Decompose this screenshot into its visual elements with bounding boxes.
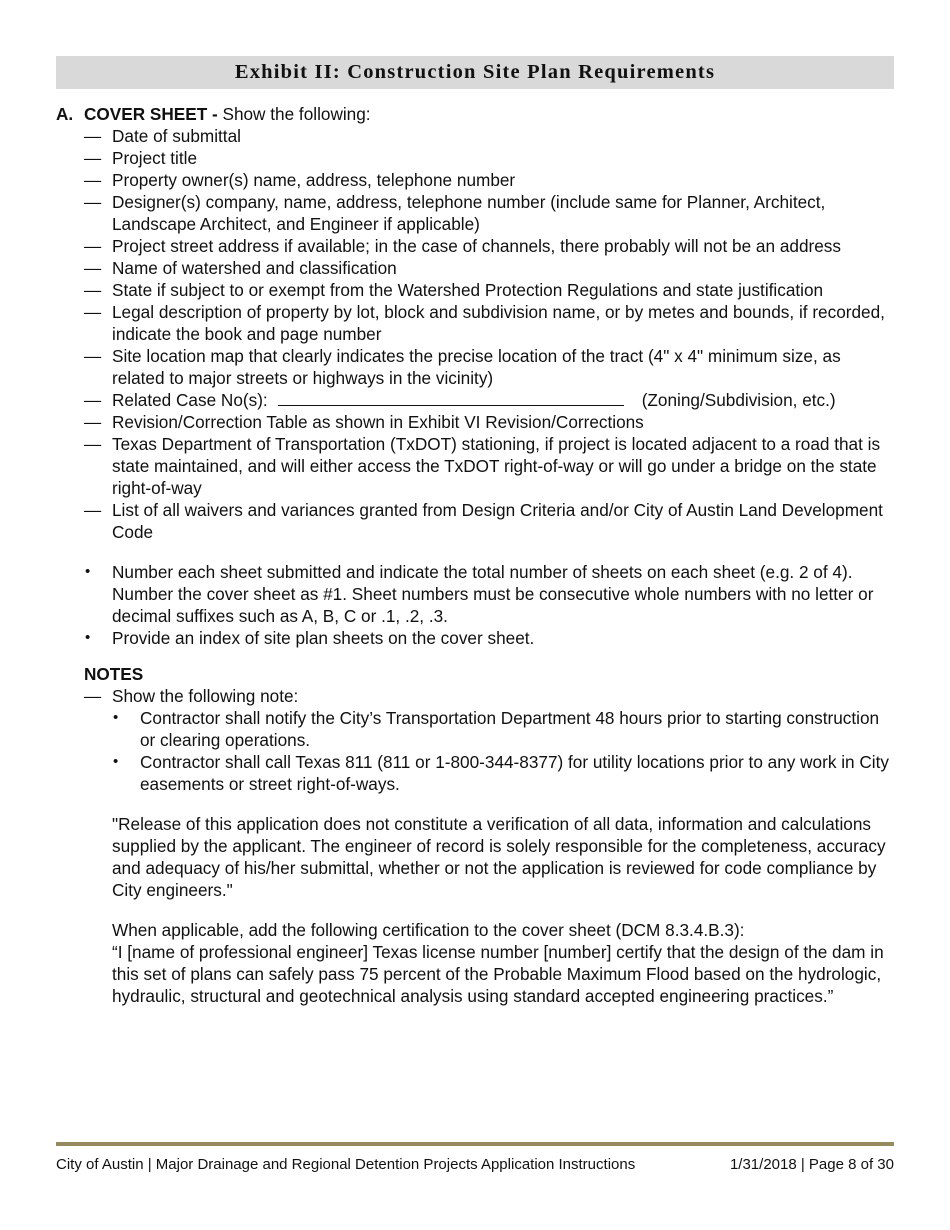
certification-text: “I [name of professional engineer] Texas license number [number] certify that the design of the dam in this set of plans can safely pass 75 percent of the Probable Maximum Flood based on the hydrologic, hydraulic, structural and geotechnical analysis using standard accepted engineering practices.” bbox=[112, 942, 884, 1006]
list-item bbox=[56, 257, 896, 279]
related-case-blank-line bbox=[278, 389, 624, 406]
bullet-marker: • bbox=[85, 629, 91, 646]
list-item-text: Contractor shall notify the City’s Transportation Department 48 hours prior to starting construction or clearing operations. bbox=[140, 708, 880, 750]
list-item bbox=[56, 707, 896, 751]
dash-marker: — bbox=[84, 170, 102, 190]
list-item-text: Show the following note: bbox=[112, 686, 299, 706]
dash-marker: — bbox=[84, 236, 102, 256]
certification-block bbox=[56, 919, 896, 1007]
list-item-text: Legal description of property by lot, block and subdivision name, or by metes and bounds, if recorded, indicate the book and page number bbox=[112, 302, 885, 344]
list-item bbox=[56, 191, 896, 235]
list-item-text: Site location map that clearly indicates the precise location of the tract (4" x 4" minimum size, as related to major streets or highways in the vicinity) bbox=[112, 346, 841, 388]
list-item-text: Date of submittal bbox=[112, 126, 241, 146]
dash-marker: — bbox=[84, 686, 102, 706]
list-item bbox=[56, 345, 896, 389]
page-title: Exhibit II: Construction Site Plan Requirements bbox=[56, 56, 894, 89]
related-case-label: Related Case No(s): bbox=[112, 390, 268, 410]
sheet-numbering-list bbox=[56, 561, 896, 649]
dash-marker: — bbox=[84, 412, 102, 432]
list-item bbox=[56, 147, 896, 169]
bullet-marker: • bbox=[113, 753, 119, 770]
section-letter: A. bbox=[56, 104, 74, 124]
list-item bbox=[56, 685, 896, 707]
list-item bbox=[56, 301, 896, 345]
footer-divider bbox=[56, 1142, 894, 1146]
notes-heading: NOTES bbox=[84, 664, 144, 684]
dash-marker: — bbox=[84, 148, 102, 168]
main-content bbox=[56, 103, 896, 1007]
dash-marker: — bbox=[84, 280, 102, 300]
list-item bbox=[56, 235, 896, 257]
related-case-suffix: (Zoning/Subdivision, etc.) bbox=[641, 390, 836, 410]
list-item-text: State if subject to or exempt from the Watershed Protection Regulations and state justification bbox=[112, 280, 824, 300]
list-item-text: Project title bbox=[112, 148, 198, 168]
list-item bbox=[56, 433, 896, 499]
list-item-text: Name of watershed and classification bbox=[112, 258, 397, 278]
dash-marker: — bbox=[84, 302, 102, 322]
list-item-text: Property owner(s) name, address, telephone number bbox=[112, 170, 516, 190]
footer-document-title: City of Austin | Major Drainage and Regional Detention Projects Application Instructions bbox=[56, 1156, 636, 1173]
list-item bbox=[56, 751, 896, 795]
bullet-marker: • bbox=[85, 563, 91, 580]
cover-sheet-list bbox=[56, 125, 896, 543]
list-item bbox=[56, 627, 896, 649]
list-item-text: Number each sheet submitted and indicate the total number of sheets on each sheet (e.g. 2 of 4). Number the cover sheet as #1. Sheet numbers must be consecutive whole numbers with no letter or decimal suffixes such as A, B, C or .1, .2, .3. bbox=[112, 562, 874, 626]
list-item bbox=[56, 499, 896, 543]
notes-bullet-list bbox=[56, 707, 896, 795]
dash-marker: — bbox=[84, 346, 102, 366]
related-case-item bbox=[56, 389, 896, 411]
section-intro: Show the following: bbox=[217, 104, 371, 124]
list-item bbox=[56, 125, 896, 147]
section-a-heading bbox=[56, 103, 896, 125]
list-item-text: List of all waivers and variances granted from Design Criteria and/or City of Austin Land Development Code bbox=[112, 500, 883, 542]
section-label: COVER SHEET - bbox=[84, 104, 218, 124]
dash-marker: — bbox=[84, 434, 102, 454]
bullet-marker: • bbox=[113, 709, 119, 726]
list-item-text: Provide an index of site plan sheets on the cover sheet. bbox=[112, 628, 535, 648]
footer-page-info: 1/31/2018 | Page 8 of 30 bbox=[729, 1156, 894, 1173]
notes-list bbox=[56, 685, 896, 707]
certification-intro: When applicable, add the following certification to the cover sheet (DCM 8.3.4.B.3): bbox=[112, 920, 745, 940]
list-item bbox=[56, 279, 896, 301]
list-item bbox=[56, 169, 896, 191]
list-item-text: Texas Department of Transportation (TxDOT) stationing, if project is located adjacent to a road that is state maintained, and will either access the TxDOT right-of-way or will go under a bridge on the state right-of-way bbox=[112, 434, 881, 498]
dash-marker: — bbox=[84, 390, 102, 410]
list-item-text: Contractor shall call Texas 811 (811 or 1-800-344-8377) for utility locations prior to any work in City easements or street right-of-ways. bbox=[140, 752, 889, 794]
release-paragraph: "Release of this application does not constitute a verification of all data, information and calculations supplied by the applicant. The engineer of record is solely responsible for the completeness, accuracy and adequacy of his/her submittal, whether or not the application is reviewed for code compliance by City engineers." bbox=[112, 814, 886, 900]
list-item-text: Revision/Correction Table as shown in Exhibit VI Revision/Corrections bbox=[112, 412, 644, 432]
list-item-text: Designer(s) company, name, address, telephone number (include same for Planner, Architect, Landscape Architect, and Engineer if applicable) bbox=[112, 192, 826, 234]
list-item-text: Project street address if available; in the case of channels, there probably will not be an address bbox=[112, 236, 841, 256]
dash-marker: — bbox=[84, 192, 102, 212]
dash-marker: — bbox=[84, 500, 102, 520]
list-item bbox=[56, 411, 896, 433]
list-item bbox=[56, 561, 896, 627]
dash-marker: — bbox=[84, 258, 102, 278]
dash-marker: — bbox=[84, 126, 102, 146]
